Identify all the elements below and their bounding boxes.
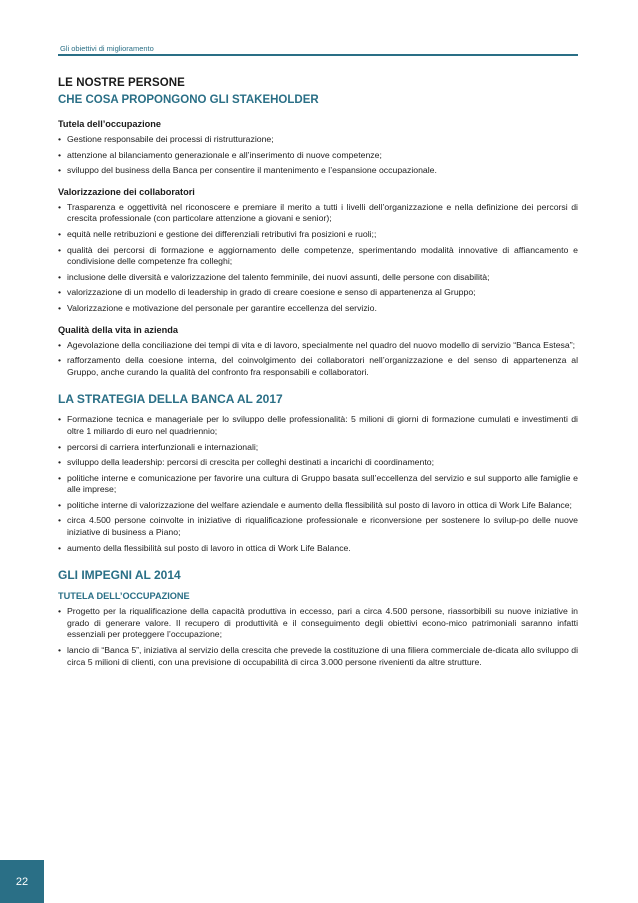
strategy-list	[58, 414, 578, 554]
list-item: • Progetto per la riqualificazione della capacità produttiva in eccesso, pari a circa 4.500 persone, riassorbibili su nuove iniziative in grado di generare valore. Il recupero di produttività e il conseguimento degli obiettivi econo-mico patrimoniali saranno infatti essenziali per proteggere l’occupazione;	[58, 606, 578, 641]
page-subtitle: CHE COSA PROPONGONO GLI STAKEHOLDER	[58, 94, 319, 106]
list-item: • rafforzamento della coesione interna, del coinvolgimento dei collaboratori nell’organizzazione e del senso di appartenenza al Gruppo, anche curando la qualità del confronto fra responsabili e collaboratori.	[58, 355, 578, 378]
list-item: • aumento della flessibilità sul posto di lavoro in ottica di Work Life Balance.	[58, 543, 578, 555]
list-item: • Agevolazione della conciliazione dei tempi di vita e di lavoro, specialmente nel quadro del nuovo modello di servizio “Banca Estesa”;	[58, 340, 578, 352]
list-item: • politiche interne e comunicazione per favorire una cultura di Gruppo basata sull’eccellenza del servizio e sul supporto alle famiglie e alle imprese;	[58, 473, 578, 496]
list-item: • percorsi di carriera interfunzionali e internazionali;	[58, 442, 578, 454]
list-item: • lancio di “Banca 5”, iniziativa al servizio della crescita che prevede la costituzione di una filiera commerciale de-dicata allo sviluppo di circa 5 milioni di clienti, con una previsione di occupabilità di circa 3.000 persone rivenienti da altre strutture.	[58, 645, 578, 668]
running-header: Gli obiettivi di miglioramento	[60, 44, 154, 53]
list-item: • politiche interne di valorizzazione del welfare aziendale e aumento della flessibilità sul posto di lavoro in ottica di Work Life Balance;	[58, 500, 578, 512]
page-content	[58, 76, 578, 672]
group-tutela	[58, 118, 578, 177]
group-valorizzazione	[58, 186, 578, 315]
list-item: • circa 4.500 persone coinvolte in iniziative di riqualificazione professionale e riconversione per sostenere lo svilup-po delle nuove iniziative di business a Piano;	[58, 515, 578, 538]
list-item: • equità nelle retribuzioni e gestione dei differenziali retributivi fra posizioni e ruoli;;	[58, 229, 578, 241]
group-heading: Tutela dell’occupazione	[58, 119, 161, 129]
list-item: • Gestione responsabile dei processi di ristrutturazione;	[58, 134, 578, 146]
commitments-list	[58, 606, 578, 668]
page-number: 22	[0, 860, 44, 903]
list-item: • qualità dei percorsi di formazione e aggiornamento delle competenze, sperimentando modalità innovative di affiancamento e condivisione delle competenze fra colleghi;	[58, 245, 578, 268]
commitments-heading: GLI IMPEGNI AL 2014	[58, 568, 181, 583]
commitments-subheading: TUTELA DELL’OCCUPAZIONE	[58, 591, 190, 602]
group-qualita	[58, 324, 578, 379]
bullet-list	[58, 340, 578, 379]
list-item: • attenzione al bilanciamento generazionale e all’inserimento di nuove competenze;	[58, 150, 578, 162]
list-item: • inclusione delle diversità e valorizzazione del talento femminile, dei nuovi assunti, delle persone con disabilità;	[58, 272, 578, 284]
list-item: • valorizzazione di un modello di leadership in grado di creare coesione e senso di appartenenza al Gruppo;	[58, 287, 578, 299]
group-heading: Qualità della vita in azienda	[58, 324, 178, 335]
list-item: • Trasparenza e oggettività nel riconoscere e premiare il merito a tutti i livelli dell’organizzazione e nella definizione dei percorsi di crescita professionale (con particolare attenzione a giovani e senior);	[58, 202, 578, 225]
page-title: LE NOSTRE PERSONE	[58, 77, 185, 89]
group-heading: Valorizzazione dei collaboratori	[58, 186, 195, 197]
strategy-heading: LA STRATEGIA DELLA BANCA AL 2017	[58, 392, 283, 407]
list-item: • Valorizzazione e motivazione del personale per garantire eccellenza del servizio.	[58, 303, 578, 315]
bullet-list	[58, 134, 578, 177]
header-rule	[58, 54, 578, 56]
bullet-list	[58, 202, 578, 315]
list-item: • sviluppo della leadership: percorsi di crescita per colleghi destinati a incarichi di coordinamento;	[58, 457, 578, 469]
list-item: • sviluppo del business della Banca per consentire il mantenimento e l’espansione occupazionale.	[58, 165, 578, 177]
list-item: • Formazione tecnica e manageriale per lo sviluppo delle professionalità: 5 milioni di giorni di formazione cumulati e investimenti di oltre 1 miliardo di euro nel quadriennio;	[58, 414, 578, 437]
